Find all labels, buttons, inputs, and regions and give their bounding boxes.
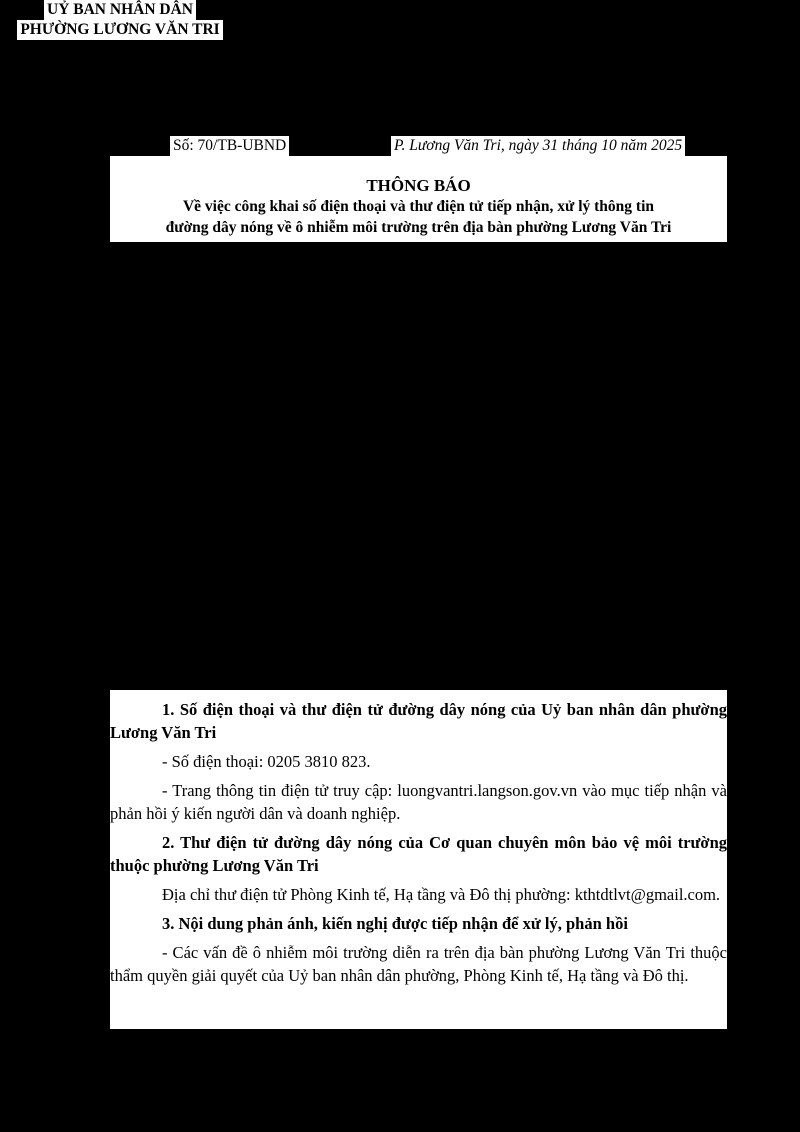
date-line: P. Lương Văn Tri, ngày 31 tháng 10 năm 2025 (391, 136, 685, 156)
issuing-organization (0, 0, 240, 40)
section-1-website: - Trang thông tin điện tử truy cập: luongvantri.langson.gov.vn vào mục tiếp nhận và phản hồi ý kiến người dân và doanh nghiệp. (110, 781, 727, 823)
subject-line-2: đường dây nóng về ô nhiễm môi trường trên địa bàn phường Lương Văn Tri (165, 219, 672, 236)
document-number: Số: 70/TB-UBND (170, 136, 289, 156)
section-3-heading: 3. Nội dung phản ánh, kiến nghị được tiếp nhận để xử lý, phản hồi (162, 914, 628, 933)
org-name-line2: PHƯỜNG LƯƠNG VĂN TRI (17, 20, 222, 40)
document-body (110, 690, 727, 1029)
section-2-heading: 2. Thư điện tử đường dây nóng của Cơ quan chuyên môn bảo vệ môi trường thuộc phường Lương Văn Tri (110, 833, 727, 875)
document-title-block (110, 156, 727, 242)
document-heading: THÔNG BÁO (366, 176, 471, 195)
section-3-content: - Các vấn đề ô nhiễm môi trường diễn ra trên địa bàn phường Lương Văn Tri thuộc thẩm quyền giải quyết của Uỷ ban nhân dân phường, Phòng Kinh tế, Hạ tầng và Đô thị. (110, 943, 727, 985)
section-2-email: Địa chỉ thư điện tử Phòng Kinh tế, Hạ tầng và Đô thị phường: kthtdtlvt@gmail.com. (162, 885, 721, 904)
subject-line-1: Về việc công khai số điện thoại và thư điện tử tiếp nhận, xử lý thông tin (182, 198, 654, 215)
section-1-heading: 1. Số điện thoại và thư điện tử đường dây nóng của Uỷ ban nhân dân phường Lương Văn Tri (110, 700, 727, 742)
org-name-line1: UỶ BAN NHÂN DÂN (44, 0, 196, 20)
section-1-phone: - Số điện thoại: 0205 3810 823. (162, 752, 371, 771)
